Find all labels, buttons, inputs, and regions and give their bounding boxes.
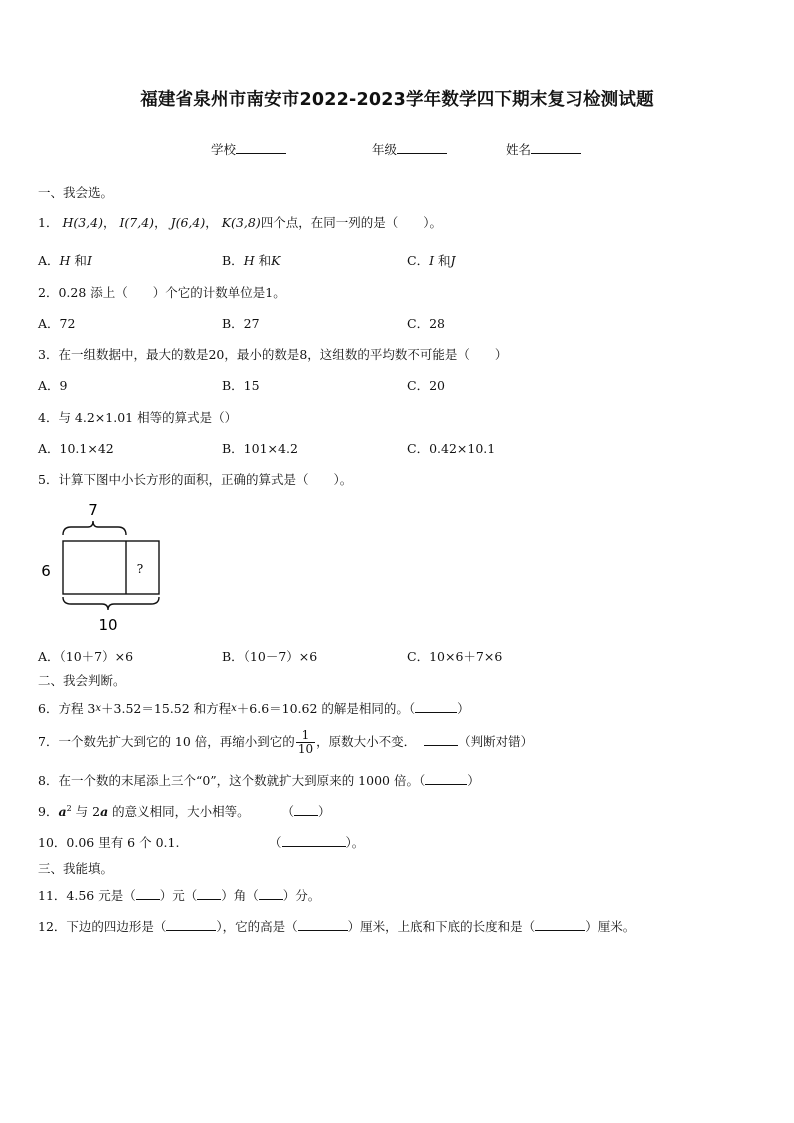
text-part: 9． bbox=[38, 804, 59, 819]
question-10 bbox=[38, 833, 179, 851]
answer-blank-jiao[interactable] bbox=[197, 887, 221, 900]
grade-label: 年级 bbox=[372, 142, 398, 157]
question-1 bbox=[38, 213, 442, 231]
name-label: 姓名 bbox=[506, 142, 532, 157]
point-j: J(6,4) bbox=[170, 215, 206, 230]
text-part: ）厘米，上底和下底的长度和是（ bbox=[347, 919, 536, 934]
text-part: 的意义相同，大小相等。 bbox=[112, 804, 250, 819]
variable-a: a bbox=[100, 804, 109, 819]
unknown-mark: ? bbox=[136, 562, 144, 576]
option-c[interactable] bbox=[407, 251, 456, 269]
option-var: K bbox=[271, 253, 281, 268]
answer-blank[interactable] bbox=[294, 803, 318, 816]
option-a[interactable]: A．（10＋7）×6 bbox=[38, 649, 134, 664]
question-5: 5．计算下图中小长方形的面积，正确的算式是（ ）。 bbox=[38, 472, 353, 487]
option-a[interactable] bbox=[38, 251, 92, 269]
question-6 bbox=[38, 699, 470, 717]
option-b[interactable] bbox=[222, 251, 280, 269]
separator: ， bbox=[102, 215, 116, 230]
text-part: ）。 bbox=[345, 835, 365, 850]
text-part: 8．在一个数的末尾添上三个“0”，这个数就扩大到原来的 1000 倍。（ bbox=[38, 773, 426, 788]
text-part: （判断对错） bbox=[458, 734, 534, 749]
option-label: C． bbox=[407, 253, 430, 268]
bottom-brace bbox=[63, 597, 159, 610]
option-c[interactable]: C．28 bbox=[407, 316, 445, 331]
answer-blank[interactable] bbox=[282, 834, 346, 847]
text-part: 11．4.56 元是（ bbox=[38, 888, 136, 903]
school-blank[interactable] bbox=[236, 141, 286, 154]
bottom-label: 10 bbox=[98, 616, 118, 634]
question-text: 四个点，在同一列的是（ ）。 bbox=[260, 215, 442, 230]
text-part: 12．下边的四边形是（ bbox=[38, 919, 167, 934]
question-7 bbox=[38, 729, 533, 756]
text-part: ）角（ bbox=[221, 888, 259, 903]
point-k: K(3,8) bbox=[221, 215, 261, 230]
answer-blank[interactable] bbox=[415, 700, 457, 713]
fraction-denominator: 10 bbox=[297, 742, 314, 756]
grade-field bbox=[372, 140, 447, 158]
section-heading-2: 二、我会判断。 bbox=[38, 673, 126, 688]
option-label: B． bbox=[222, 253, 244, 268]
answer-blank[interactable] bbox=[425, 772, 467, 785]
option-var: H bbox=[243, 253, 255, 268]
question-12 bbox=[38, 917, 635, 935]
page-title: 福建省泉州市南安市2022-2023学年数学四下期末复习检测试题 bbox=[140, 90, 654, 110]
option-joiner: 和 bbox=[74, 253, 87, 268]
grade-blank[interactable] bbox=[397, 141, 447, 154]
text-part: 6．方程 3 bbox=[38, 701, 96, 716]
question-4: 4．与 4.2×1.01 相等的算式是（） bbox=[38, 410, 238, 425]
text-part: ） bbox=[457, 701, 470, 716]
question-number: 1． bbox=[38, 215, 59, 230]
separator: ， bbox=[154, 215, 167, 230]
option-a[interactable]: A．72 bbox=[38, 316, 76, 331]
option-var: J bbox=[450, 253, 456, 268]
question-3: 3．在一组数据中，最大的数是20，最小的数是8，这组数的平均数不可能是（ ） bbox=[38, 347, 508, 362]
option-b[interactable]: B．101×4.2 bbox=[222, 441, 298, 456]
point-i: I(7,4) bbox=[119, 215, 155, 230]
variable-a: a bbox=[58, 804, 67, 819]
option-c[interactable]: C．0.42×10.1 bbox=[407, 441, 496, 456]
question-11 bbox=[38, 886, 320, 904]
name-field bbox=[506, 140, 581, 158]
text-part: ，原数大小不变． bbox=[316, 734, 417, 749]
text-part: 7．一个数先扩大到它的 10 倍，再缩小到它的 bbox=[38, 734, 295, 749]
option-b[interactable]: B．（10－7）×6 bbox=[222, 649, 318, 664]
variable-x: x bbox=[231, 703, 237, 714]
text-part: ＋3.52＝15.52 和方程 bbox=[101, 701, 232, 716]
question-10-answer bbox=[269, 833, 364, 851]
option-label: A． bbox=[38, 253, 60, 268]
text-part: ＋6.6＝10.62 的解是相同的。（ bbox=[236, 701, 416, 716]
text-part: 与 2 bbox=[75, 804, 101, 819]
text-part: ），它的高是（ bbox=[216, 919, 298, 934]
variable-x: x bbox=[95, 703, 102, 714]
text-part: ）元（ bbox=[159, 888, 198, 903]
option-a[interactable]: A．10.1×42 bbox=[38, 441, 114, 456]
option-c[interactable]: C．10×6＋7×6 bbox=[407, 649, 503, 664]
left-label: 6 bbox=[41, 562, 51, 580]
fraction-numerator: 1 bbox=[296, 729, 315, 743]
text-part: ）分。 bbox=[282, 888, 321, 903]
school-label: 学校 bbox=[211, 142, 237, 157]
rectangle-figure bbox=[36, 497, 166, 637]
large-rectangle bbox=[63, 541, 159, 594]
section-heading-1: 一、我会选。 bbox=[38, 185, 114, 200]
option-b[interactable]: B．15 bbox=[222, 378, 260, 393]
separator: ， bbox=[205, 215, 218, 230]
option-var: I bbox=[86, 253, 92, 268]
text-part: ） bbox=[318, 804, 331, 819]
text-part: （ bbox=[281, 804, 294, 819]
option-var: H bbox=[59, 253, 71, 268]
answer-blank-yuan[interactable] bbox=[136, 887, 160, 900]
question-8 bbox=[38, 771, 480, 789]
section-heading-3: 三、我能填。 bbox=[38, 861, 114, 876]
text-part: 10．0.06 里有 6 个 0.1. bbox=[38, 835, 180, 850]
text-part: ）厘米。 bbox=[585, 919, 636, 934]
answer-blank[interactable] bbox=[424, 733, 458, 746]
option-c[interactable]: C．20 bbox=[407, 378, 445, 393]
option-joiner: 和 bbox=[258, 253, 272, 268]
exponent: 2 bbox=[66, 803, 72, 813]
option-joiner: 和 bbox=[438, 253, 451, 268]
school-field bbox=[211, 140, 286, 158]
top-brace bbox=[63, 521, 126, 535]
answer-blank-fen[interactable] bbox=[259, 887, 283, 900]
name-blank[interactable] bbox=[531, 141, 581, 154]
answer-blank-height[interactable] bbox=[298, 918, 348, 931]
text-part: （ bbox=[269, 835, 282, 850]
answer-blank-sum[interactable] bbox=[535, 918, 585, 931]
option-var: I bbox=[429, 253, 435, 268]
point-h: H(3,4) bbox=[62, 215, 103, 230]
option-a[interactable]: A．9 bbox=[38, 378, 68, 393]
text-part: ） bbox=[467, 773, 480, 788]
question-9 bbox=[38, 802, 331, 820]
fraction bbox=[296, 729, 315, 756]
top-label: 7 bbox=[88, 501, 98, 519]
answer-blank-shape[interactable] bbox=[166, 918, 216, 931]
question-2: 2．0.28 添上（ ）个它的计数单位是1。 bbox=[38, 285, 286, 300]
option-b[interactable]: B．27 bbox=[222, 316, 260, 331]
